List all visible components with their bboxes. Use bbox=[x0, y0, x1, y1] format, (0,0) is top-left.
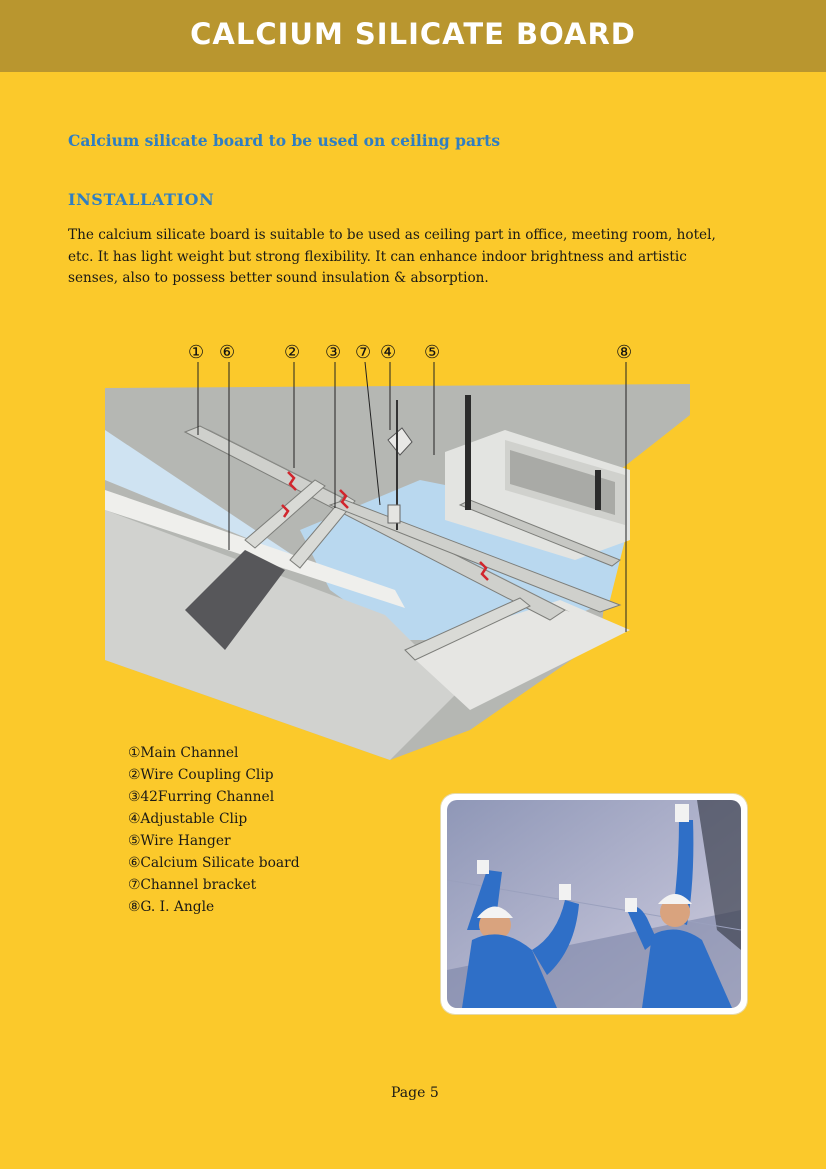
section-heading: INSTALLATION bbox=[68, 190, 215, 209]
hanger-rod bbox=[465, 395, 471, 510]
channel-bracket bbox=[388, 505, 400, 523]
hanger-rod bbox=[595, 470, 601, 510]
installation-photo bbox=[447, 800, 741, 1008]
callout-label: ② bbox=[284, 342, 301, 363]
legend-item: ⑤Wire Hanger bbox=[128, 833, 231, 849]
callout-label: ④ bbox=[380, 342, 397, 363]
installation-photo-frame bbox=[441, 794, 747, 1014]
callout-label: ⑤ bbox=[424, 342, 441, 363]
component-legend bbox=[128, 742, 300, 918]
callout-label: ⑧ bbox=[616, 342, 633, 363]
installation-paragraph bbox=[68, 225, 768, 290]
legend-item: ⑧G. I. Angle bbox=[128, 899, 215, 915]
callout-label: ③ bbox=[325, 342, 342, 363]
header-band bbox=[0, 0, 826, 72]
callout-label: ⑦ bbox=[355, 342, 372, 363]
legend-item: ③42Furring Channel bbox=[128, 789, 275, 805]
paragraph-line: senses, also to possess better sound insulation & absorption. bbox=[68, 270, 489, 286]
page-title: CALCIUM SILICATE BOARD bbox=[190, 17, 636, 51]
page-number: Page 5 bbox=[391, 1085, 439, 1101]
legend-item: ②Wire Coupling Clip bbox=[128, 767, 274, 783]
paragraph-line: The calcium silicate board is suitable to be used as ceiling part in office, meeting room, hotel, bbox=[68, 227, 716, 243]
paragraph-line: etc. It has light weight but strong flexibility. It can enhance indoor brightness and artistic bbox=[68, 248, 687, 265]
ceiling-installation-diagram bbox=[0, 330, 826, 770]
legend-item: ⑥Calcium Silicate board bbox=[128, 855, 300, 871]
legend-item: ④Adjustable Clip bbox=[128, 811, 248, 827]
subtitle: Calcium silicate board to be used on ceiling parts bbox=[68, 131, 501, 150]
callout-label: ① bbox=[188, 342, 205, 363]
legend-item: ①Main Channel bbox=[128, 745, 239, 761]
legend-item: ⑦Channel bracket bbox=[128, 877, 257, 893]
callout-label: ⑥ bbox=[219, 342, 236, 363]
